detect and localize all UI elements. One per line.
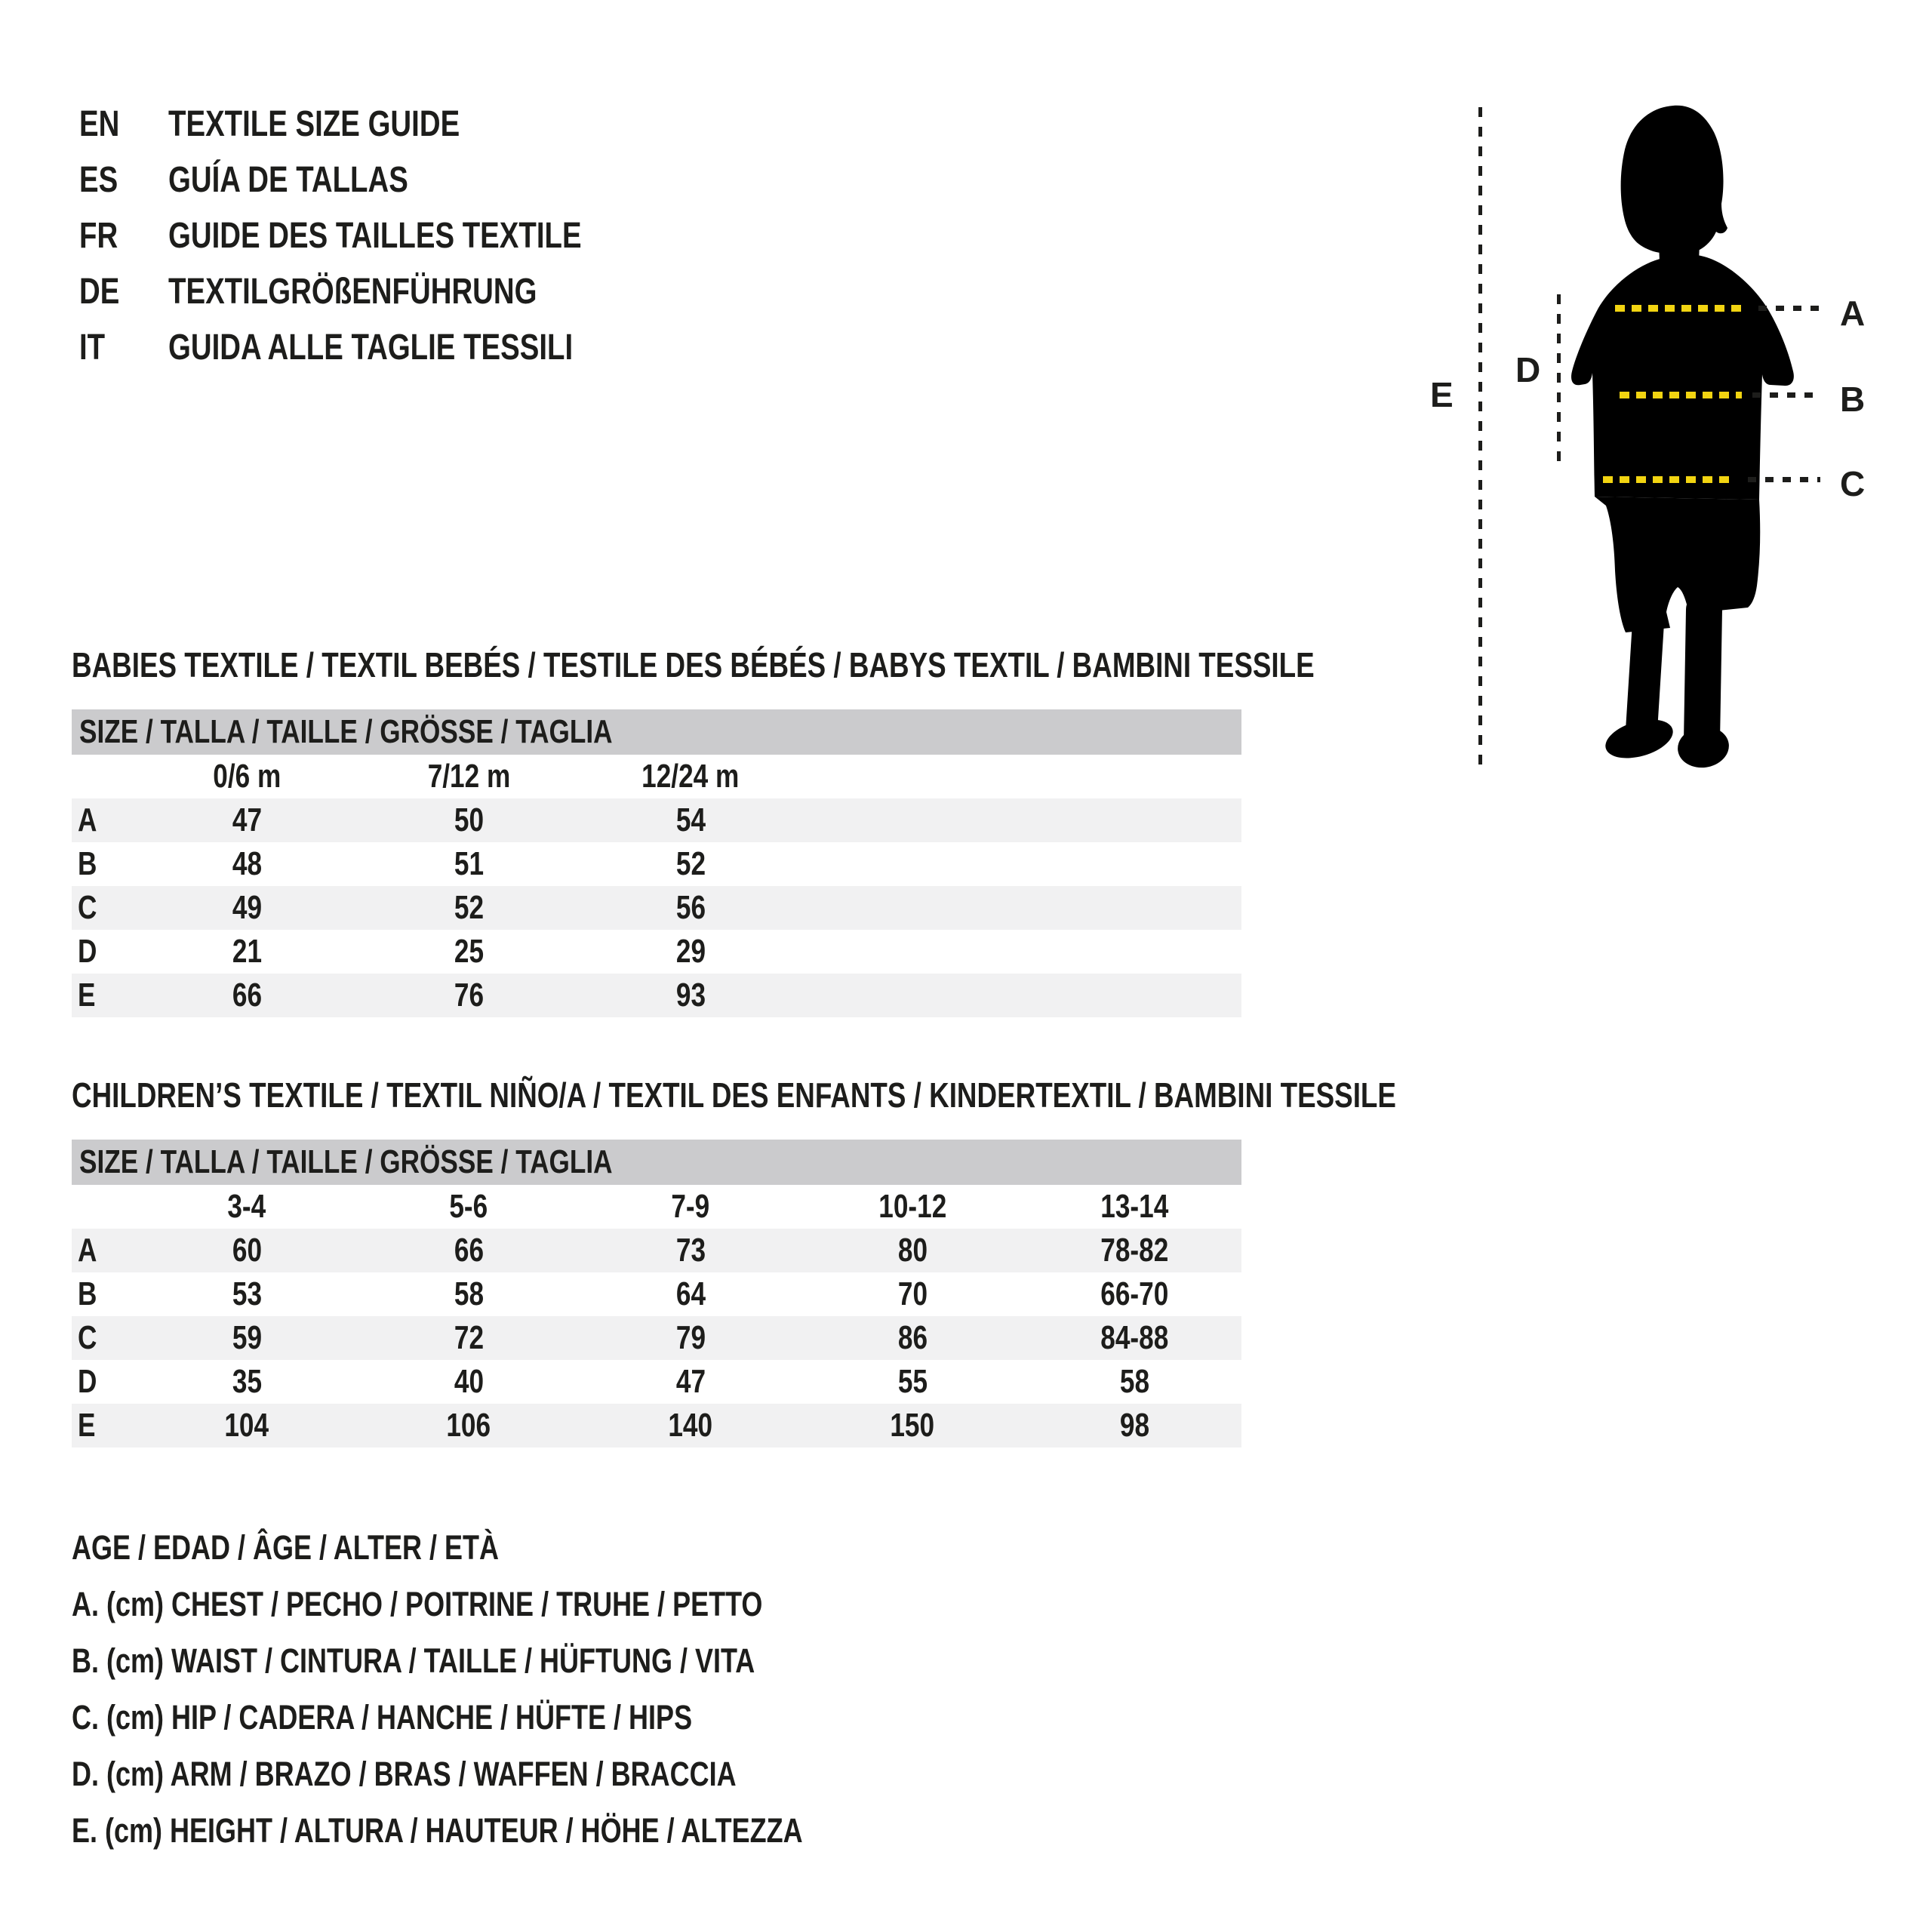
table-cell: 35 — [232, 1363, 262, 1400]
babies-size-table — [72, 709, 1241, 1017]
table-cell: 73 — [675, 1232, 706, 1269]
table-cell: 70 — [897, 1275, 928, 1312]
table-cell: 80 — [897, 1232, 928, 1269]
table-cell: 66 — [232, 977, 262, 1014]
language-title: TEXTILGRÖßENFÜHRUNG — [168, 272, 537, 312]
table-cell: 48 — [232, 845, 262, 882]
table-cell: 93 — [675, 977, 706, 1014]
row-label: C — [78, 1319, 97, 1356]
language-row — [79, 329, 685, 385]
babies-section-title: BABIES TEXTILE / TEXTIL BEBÉS / TESTILE DES BÉBÉS / BABYS TEXTIL / BAMBINI TESSILE — [72, 645, 1315, 685]
children-size-table — [72, 1140, 1241, 1447]
table-cell: 78-82 — [1100, 1232, 1169, 1269]
language-title: TEXTILE SIZE GUIDE — [168, 104, 460, 144]
row-label: E — [78, 977, 96, 1014]
table-row — [72, 1360, 1241, 1404]
table-row — [72, 930, 1241, 974]
language-code: ES — [79, 160, 118, 200]
table-cell: 86 — [897, 1319, 928, 1356]
table-row — [72, 974, 1241, 1017]
language-row — [79, 273, 685, 329]
table-cell: 66 — [454, 1232, 484, 1269]
arm-measure-line-D — [1557, 294, 1561, 471]
chest-leader-line — [1758, 306, 1820, 311]
table-cell: 40 — [454, 1363, 484, 1400]
measure-label-b: B — [1840, 380, 1866, 419]
table-cell: 56 — [675, 889, 706, 926]
table-row — [72, 842, 1241, 886]
table-cell: 58 — [1119, 1363, 1149, 1400]
size-header-band: SIZE / TALLA / TAILLE / GRÖSSE / TAGLIA — [72, 1140, 1241, 1185]
measure-label-a: A — [1840, 294, 1866, 333]
language-code: IT — [79, 328, 106, 368]
table-row — [72, 798, 1241, 842]
row-label: D — [78, 933, 97, 970]
table-cell: 50 — [454, 801, 484, 838]
language-list — [79, 106, 685, 385]
table-cell: 150 — [890, 1407, 935, 1444]
table-cell: 59 — [232, 1319, 262, 1356]
table-row — [72, 1272, 1241, 1316]
table-cell: 72 — [454, 1319, 484, 1356]
column-header: 12/24 m — [641, 758, 740, 795]
language-row — [79, 162, 685, 217]
table-cell: 58 — [454, 1275, 484, 1312]
language-row — [79, 106, 685, 162]
table-cell: 54 — [675, 801, 706, 838]
table-cell: 55 — [897, 1363, 928, 1400]
table-cell: 25 — [454, 933, 484, 970]
row-label: D — [78, 1363, 97, 1400]
table-row — [72, 886, 1241, 930]
table-cell: 84-88 — [1100, 1319, 1169, 1356]
legend-line-age: AGE / EDAD / ÂGE / ALTER / ETÀ — [72, 1528, 500, 1567]
row-label: B — [78, 1275, 97, 1312]
legend-line-waist: B. (cm) WAIST / CINTURA / TAILLE / HÜFTUNG / VITA — [72, 1641, 755, 1680]
legend-line-arm: D. (cm) ARM / BRAZO / BRAS / WAFFEN / BRACCIA — [72, 1755, 737, 1793]
chest-measure-line-A — [1615, 305, 1747, 312]
table-row — [72, 1404, 1241, 1447]
measure-label-c: C — [1840, 464, 1866, 503]
language-code: FR — [79, 216, 118, 256]
column-header-row — [72, 755, 1241, 798]
table-cell: 53 — [232, 1275, 262, 1312]
measurement-legend — [72, 1529, 986, 1869]
column-header: 13-14 — [1100, 1188, 1169, 1225]
legend-line-hip: C. (cm) HIP / CADERA / HANCHE / HÜFTE / HIPS — [72, 1698, 693, 1737]
column-header: 7/12 m — [427, 758, 510, 795]
table-cell: 64 — [675, 1275, 706, 1312]
language-title: GUIDA ALLE TAGLIE TESSILI — [168, 328, 574, 368]
table-cell: 104 — [224, 1407, 269, 1444]
legend-line-height: E. (cm) HEIGHT / ALTURA / HAUTEUR / HÖHE / ALTEZZA — [72, 1811, 803, 1850]
language-title: GUIDE DES TAILLES TEXTILE — [168, 216, 582, 256]
table-cell: 47 — [232, 801, 262, 838]
hip-leader-line — [1748, 477, 1820, 482]
column-header: 0/6 m — [212, 758, 281, 795]
row-label: B — [78, 845, 97, 882]
waist-leader-line — [1752, 392, 1820, 398]
measure-label-d: D — [1515, 350, 1541, 389]
language-code: EN — [79, 104, 120, 144]
table-cell: 60 — [232, 1232, 262, 1269]
language-row — [79, 217, 685, 273]
row-label: A — [78, 801, 97, 838]
row-label: E — [78, 1407, 96, 1444]
table-cell: 47 — [675, 1363, 706, 1400]
table-cell: 140 — [668, 1407, 713, 1444]
table-cell: 66-70 — [1100, 1275, 1169, 1312]
row-label: A — [78, 1232, 97, 1269]
table-cell: 98 — [1119, 1407, 1149, 1444]
hip-measure-line-C — [1603, 476, 1734, 483]
table-cell: 21 — [232, 933, 262, 970]
language-title: GUÍA DE TALLAS — [168, 160, 408, 200]
column-header: 7-9 — [671, 1188, 710, 1225]
row-label: C — [78, 889, 97, 926]
waist-measure-line-B — [1620, 392, 1742, 398]
column-header: 3-4 — [227, 1188, 266, 1225]
column-header: 5-6 — [449, 1188, 488, 1225]
table-cell: 29 — [675, 933, 706, 970]
table-cell: 51 — [454, 845, 484, 882]
table-row — [72, 1229, 1241, 1272]
legend-line-chest: A. (cm) CHEST / PECHO / POITRINE / TRUHE / PETTO — [72, 1585, 763, 1623]
measure-label-e: E — [1430, 375, 1454, 414]
column-header: 10-12 — [878, 1188, 947, 1225]
language-code: DE — [79, 272, 120, 312]
table-cell: 52 — [675, 845, 706, 882]
table-row — [72, 1316, 1241, 1360]
size-header-band: SIZE / TALLA / TAILLE / GRÖSSE / TAGLIA — [72, 709, 1241, 755]
table-cell: 52 — [454, 889, 484, 926]
column-header-row — [72, 1185, 1241, 1229]
table-cell: 49 — [232, 889, 262, 926]
table-cell: 106 — [446, 1407, 491, 1444]
children-section-title: CHILDREN’S TEXTILE / TEXTIL NIÑO/A / TEXTIL DES ENFANTS / KINDERTEXTIL / BAMBINI TESSILE — [72, 1075, 1396, 1115]
table-cell: 76 — [454, 977, 484, 1014]
table-cell: 79 — [675, 1319, 706, 1356]
